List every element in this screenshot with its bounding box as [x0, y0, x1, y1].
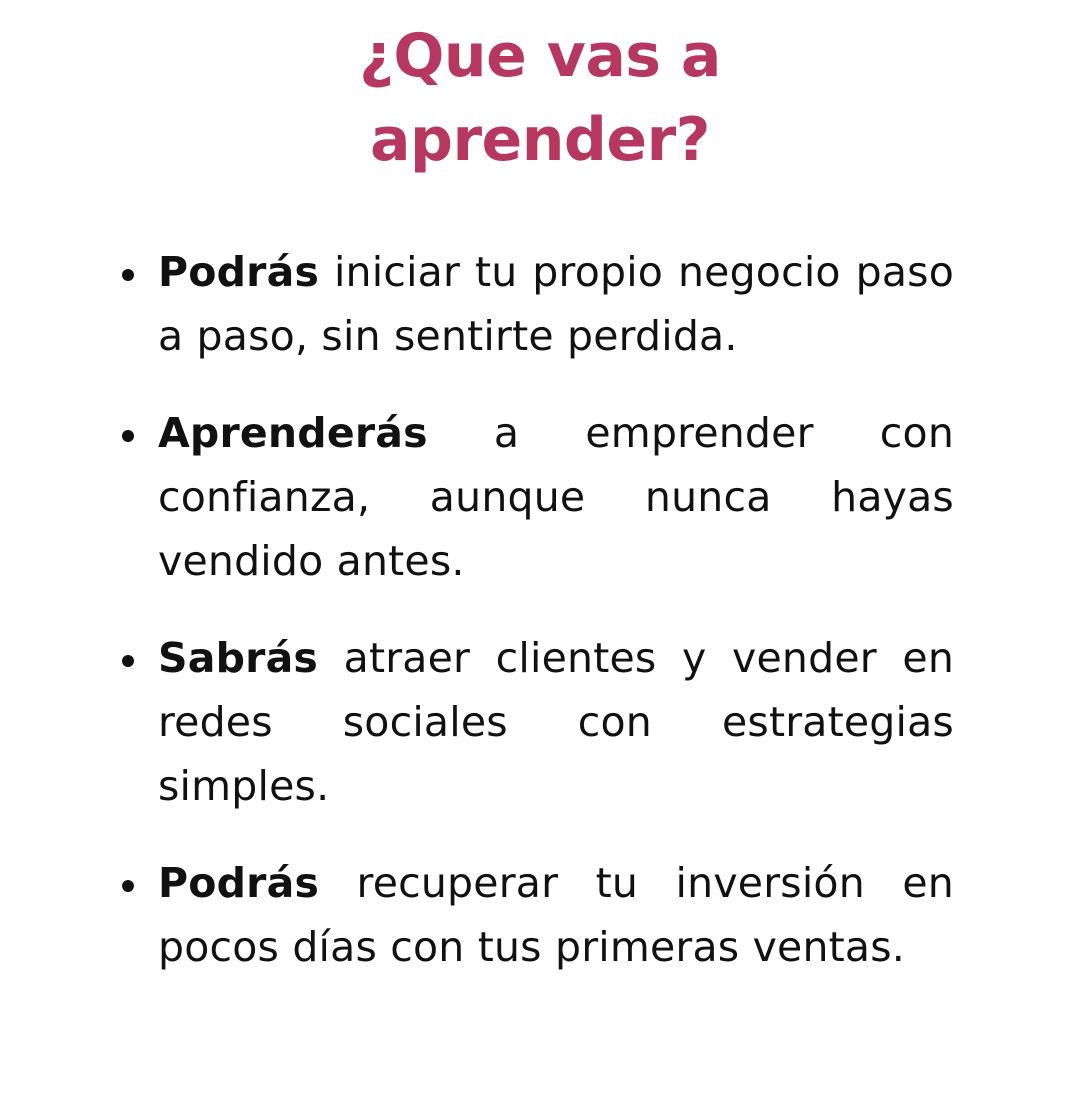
page-title-line-2: aprender?	[370, 105, 710, 175]
bullet-icon	[122, 880, 134, 892]
bullet-icon	[122, 269, 134, 281]
bullet-icon	[122, 430, 134, 442]
benefit-lead: Sabrás	[158, 634, 319, 682]
page-title-line-1: ¿Que vas a	[359, 21, 721, 91]
benefit-text: iniciar tu propio negocio paso a paso, sin sentirte perdida.	[158, 248, 955, 360]
benefit-item	[158, 851, 954, 979]
benefits-list	[158, 240, 954, 1012]
benefit-item	[158, 626, 954, 818]
benefit-item	[158, 240, 954, 368]
benefit-lead: Aprenderás	[158, 409, 428, 457]
benefit-text: a emprender con confianza, aunque nunca hayas vendido antes.	[158, 409, 955, 585]
benefit-lead: Podrás	[158, 248, 320, 296]
benefit-text: atraer clientes y vender en redes sociales con estrategias simples.	[158, 634, 955, 810]
bullet-icon	[122, 655, 134, 667]
page-title	[0, 14, 1080, 182]
benefit-lead: Podrás	[158, 859, 320, 907]
benefit-text: recuperar tu inversión en pocos días con tus primeras ventas.	[158, 859, 954, 971]
benefit-item	[158, 401, 954, 593]
